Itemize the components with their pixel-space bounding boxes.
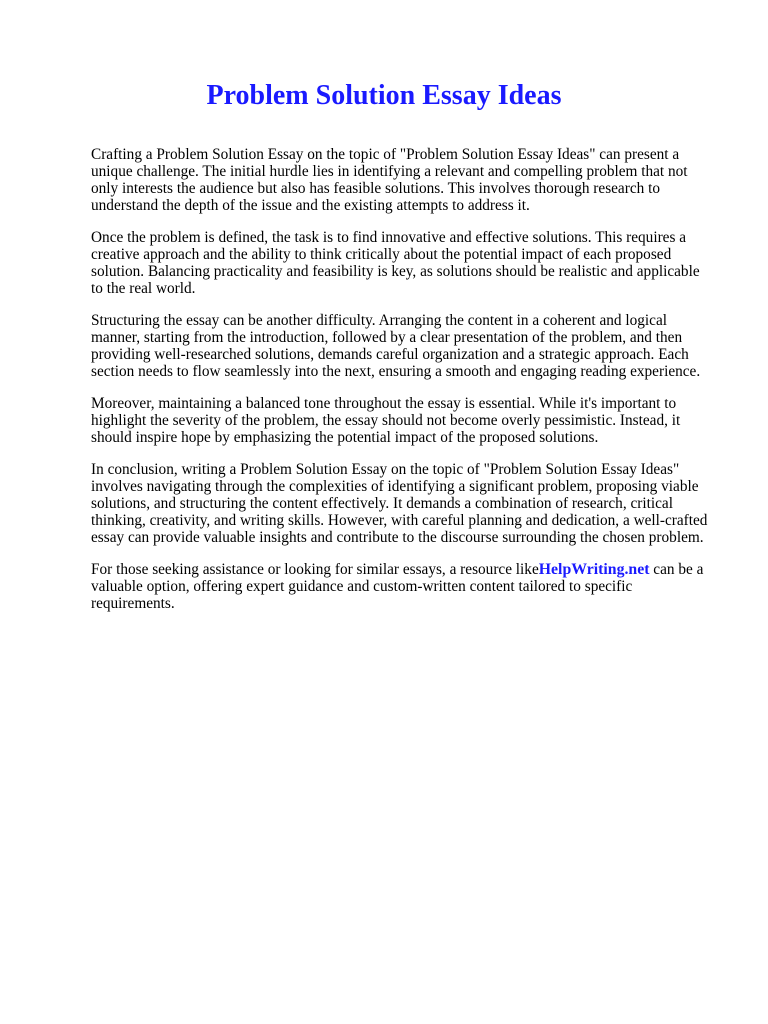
paragraph-2: [91, 229, 731, 297]
paragraph-line: essay can provide valuable insights and contribute to the discourse surrounding the chosen problem.: [91, 529, 704, 546]
paragraph-text: For those seeking assistance or looking for similar essays, a resource like: [91, 561, 539, 578]
paragraph-line: solution. Balancing practicality and feasibility is key, as solutions should be realistic and applicable: [91, 263, 700, 280]
paragraph-line: manner, starting from the introduction, followed by a clear presentation of the problem, and then: [91, 329, 683, 346]
paragraph-line: [91, 561, 731, 578]
paragraph-line: should inspire hope by emphasizing the potential impact of the proposed solutions.: [91, 429, 599, 446]
paragraph-line: Moreover, maintaining a balanced tone throughout the essay is essential. While it's important to: [91, 395, 677, 412]
document-body: [91, 146, 731, 627]
paragraph-line: understand the depth of the issue and the existing attempts to address it.: [91, 197, 530, 214]
helpwriting-link[interactable]: HelpWriting.net: [538, 561, 650, 578]
paragraph-4: [91, 395, 731, 446]
paragraph-line: to the real world.: [91, 280, 196, 297]
paragraph-line: valuable option, offering expert guidance and custom-written content tailored to specific: [91, 578, 633, 595]
paragraph-line: highlight the severity of the problem, the essay should not become overly pessimistic. Instead, it: [91, 412, 681, 429]
paragraph-3: [91, 312, 731, 380]
paragraph-1: [91, 146, 731, 214]
paragraph-line: In conclusion, writing a Problem Solution Essay on the topic of "Problem Solution Essay Ideas": [91, 461, 680, 478]
paragraph-line: involves navigating through the complexities of identifying a significant problem, proposing viable: [91, 478, 699, 495]
paragraph-line: only interests the audience but also has feasible solutions. This involves thorough research to: [91, 180, 660, 197]
paragraph-line: creative approach and the ability to think critically about the potential impact of each proposed: [91, 246, 672, 263]
paragraph-line: Structuring the essay can be another difficulty. Arranging the content in a coherent and logical: [91, 312, 667, 329]
paragraph-line: providing well-researched solutions, demands careful organization and a strategic approach. Each: [91, 346, 689, 363]
paragraph-line: Crafting a Problem Solution Essay on the topic of "Problem Solution Essay Ideas" can present a: [91, 146, 680, 163]
paragraph-line: section needs to flow seamlessly into the next, ensuring a smooth and engaging reading experience.: [91, 363, 701, 380]
page-title: Problem Solution Essay Ideas: [206, 80, 562, 111]
paragraph-line: solutions, and structuring the content effectively. It demands a combination of research, critical: [91, 495, 673, 512]
paragraph-line: Once the problem is defined, the task is to find innovative and effective solutions. This requires a: [91, 229, 687, 246]
paragraph-6: [91, 561, 731, 612]
paragraph-line: unique challenge. The initial hurdle lies in identifying a relevant and compelling problem that not: [91, 163, 688, 180]
paragraph-5: [91, 461, 731, 546]
paragraph-line: thinking, creativity, and writing skills. However, with careful planning and dedication, a well-crafted: [91, 512, 708, 529]
paragraph-line: requirements.: [91, 595, 175, 612]
paragraph-text: can be a: [649, 561, 704, 578]
